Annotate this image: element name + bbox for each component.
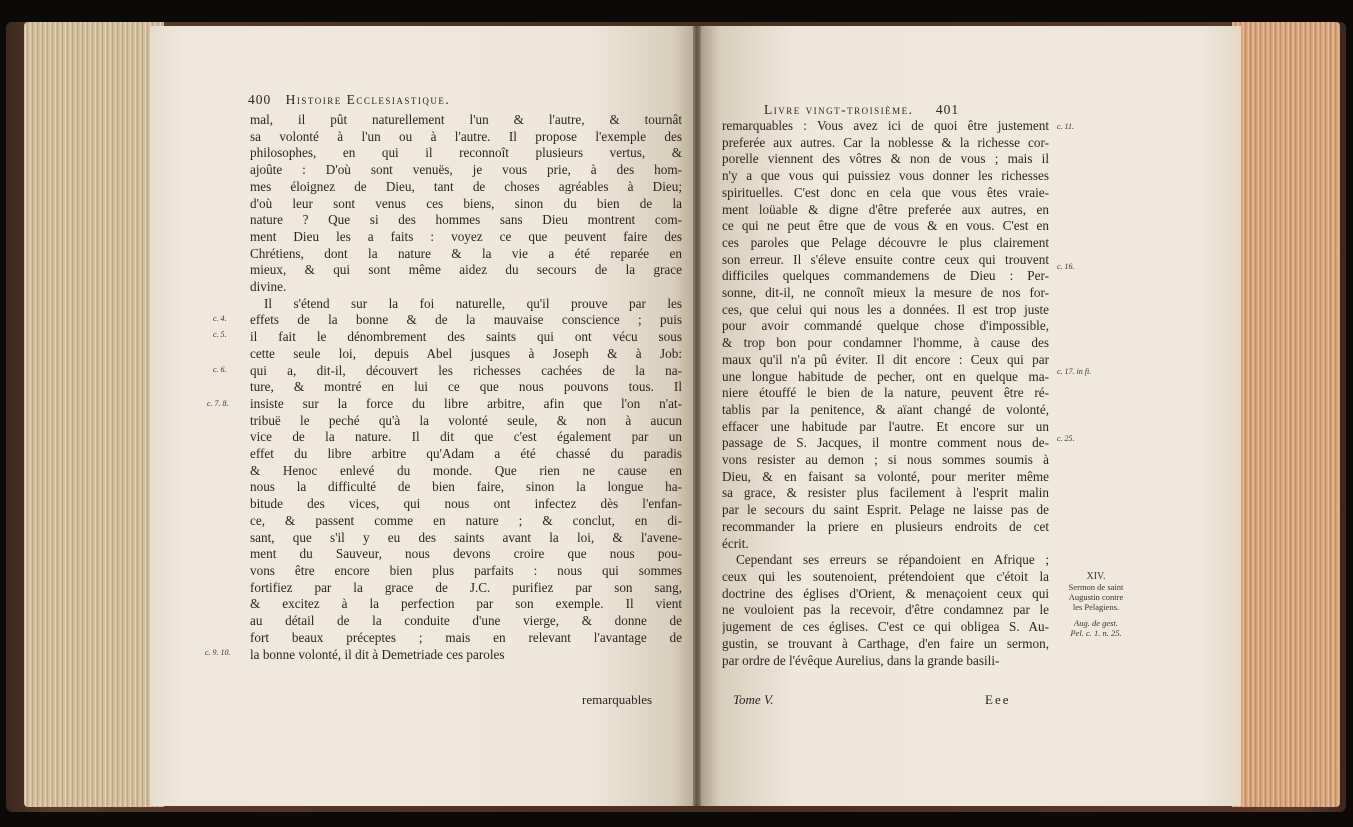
- text-line: pour avoir commandé quelque chose d'impossible,: [722, 318, 1049, 334]
- text-line: n'y a que vous qui puissiez vous donner les richesses: [722, 168, 1049, 184]
- text-line: qui a, dit-il, découvert les richesses cachées de la na-: [250, 362, 682, 378]
- text-line: mieux, & qui sont même aidez du secours de la grace: [250, 262, 682, 278]
- margin-note-left-1: c. 4.: [213, 314, 227, 323]
- text-line: vons resister au demon ; si nous sommes soumis à: [722, 452, 1049, 468]
- text-line: bitude des vices, qui nous ont infectez dès l'enfan-: [250, 496, 682, 512]
- text-line: sant, que s'il y eu des saints avant la loi, & l'avene-: [250, 529, 682, 545]
- text-line: effet du libre arbitre qu'Adam a été chassé du paradis: [250, 446, 682, 462]
- text-line: vice de la nature. Il dit que c'est également par un: [250, 429, 682, 445]
- text-line: par ordre de l'évêque Aurelius, dans la grande basili-: [722, 652, 1000, 668]
- margin-note-left-2: c. 5.: [213, 330, 227, 339]
- text-line: ture, & montré en lui ce que nous pouvons tous. Il: [250, 379, 682, 395]
- right-running-head: [764, 102, 959, 118]
- margin-note-right-1: c. 11.: [1057, 122, 1074, 131]
- right-running-title: Livre vingt-troisième.: [764, 102, 914, 117]
- text-line: Chrétiens, dont la nature & la vie a été reparée en: [250, 245, 682, 261]
- book-gutter: [693, 26, 701, 806]
- text-line: nous la difficulté de bien faire, sinon la longue ha-: [250, 479, 682, 495]
- left-running-head: [248, 92, 450, 108]
- text-line: ces paroles que Pelage découvre le plus clairement: [722, 234, 1049, 250]
- text-line: ment Dieu les a faits : voyez ce que peuvent faire des: [250, 228, 682, 244]
- margin-note-left-3: c. 6.: [213, 365, 227, 374]
- side-heading-number: XIV.: [1086, 571, 1106, 582]
- text-line: par le secours du saint Esprit. Pelage ne laisse pas de: [722, 502, 1049, 518]
- text-line: effacer une habitude par l'autre. Et encore sur un: [722, 418, 1049, 434]
- right-footer-tome: Tome V.: [733, 692, 774, 707]
- text-line: au détail de la conduite d'une vierge, & donne de: [250, 613, 682, 629]
- text-line: & Henoc enlevé du monde. Que rien ne cause en: [250, 462, 682, 478]
- text-line: spirituelles. C'est donc en cela que vous êtes vraie-: [722, 184, 1049, 200]
- text-line: tribuë le peché qu'à la volonté seule, & non à aucun: [250, 412, 682, 428]
- text-line: porelle viennent des vôtres & non de vous ; mais il: [722, 151, 1049, 167]
- right-signature-mark: Eee: [985, 692, 1011, 707]
- text-line: Il s'étend sur la foi naturelle, qu'il prouve par les: [264, 295, 682, 311]
- text-line: mes éloignez de Dieu, tant de choses agréables à Dieu;: [250, 178, 682, 194]
- text-line: ne vouloient pas la recevoir, d'être condamnez par le: [722, 602, 1049, 618]
- left-catchword: remarquables: [582, 692, 653, 707]
- left-page-number: 400: [248, 92, 272, 107]
- text-line: preferée aux autres. Car la noblesse & la richesse cor-: [722, 134, 1049, 150]
- text-line: ces, que celui qui nous les a données. Il est trop juste: [722, 301, 1049, 317]
- text-line: doctrine des églises d'Orient, & menaçoient ceux qui: [722, 585, 1049, 601]
- text-line: la bonne volonté, il dit à Demetriade ces paroles: [250, 646, 505, 662]
- text-line: sonne, dit-il, ne connoît mieux la mesure de nos for-: [722, 285, 1049, 301]
- text-line: nature ? Que si des hommes sans Dieu montrent com-: [250, 212, 682, 228]
- text-line: fort beaux préceptes ; mais en relevant l'avantage de: [250, 629, 682, 645]
- text-line: ceux qui les soutenoient, prétendoient que c'étoit la: [722, 568, 1049, 584]
- text-line: passage de S. Jacques, il montre comment nous de-: [722, 435, 1049, 451]
- margin-note-right-2: c. 16.: [1057, 262, 1075, 271]
- text-line: Cependant ses erreurs se répandoient en Afrique ;: [736, 552, 1049, 568]
- text-line: divine.: [250, 279, 287, 295]
- side-heading-line-2: Augustin contre: [1068, 592, 1124, 602]
- margin-note-right-4: c. 25.: [1057, 434, 1075, 443]
- text-line: ajoûte : D'où sont venuës, je vous prie, à des hom-: [250, 162, 682, 178]
- text-line: philosophes, en qui il reconnoît plusieurs vertus, &: [250, 145, 682, 161]
- side-heading-line-1: Sermon de saint: [1068, 582, 1124, 592]
- right-page-number: 401: [935, 102, 960, 117]
- margin-note-left-4: c. 7. 8.: [207, 399, 229, 408]
- text-line: gustin, se trouvant à Carthage, d'en faire un sermon,: [722, 635, 1049, 651]
- text-line: fortifiez par la grace de J.C. purifiez par son sang,: [250, 579, 682, 595]
- page-edges-left: [24, 22, 164, 807]
- text-line: niere étouffé le bien de la nature, peuvent être ré-: [722, 385, 1049, 401]
- text-line: tablis par la penitence, & aïant changé de volonté,: [722, 401, 1049, 417]
- text-line: cette seule loi, depuis Abel jusques à Joseph & à Job:: [250, 345, 682, 361]
- margin-note-right-3: c. 17. in fi.: [1057, 367, 1092, 376]
- text-line: difficiles quelques commandemens de Dieu : Per-: [722, 268, 1049, 284]
- page-edges-right: [1232, 22, 1340, 807]
- text-line: écrit.: [722, 535, 749, 551]
- text-line: il fait le dénombrement des saints qui ont vécu sous: [250, 329, 682, 345]
- text-line: Dieu, & en faisant sa volonté, pour meriter même: [722, 468, 1049, 484]
- side-heading-ref-1: Aug. de gest.: [1074, 618, 1118, 628]
- text-line: une longue habitude de pecher, ont en quelque ma-: [722, 368, 1049, 384]
- text-line: maux qu'il n'a pû éviter. Il dit encore : Ceux qui par: [722, 351, 1049, 367]
- text-line: ce qui ne peut être que de vous & en vous. C'est en: [722, 218, 1049, 234]
- text-line: sa grace, & resister plus facilement à l'esprit malin: [722, 485, 1049, 501]
- text-line: ment du Sauveur, nous devons croire que nous pou-: [250, 546, 682, 562]
- text-line: ce, & passent comme en nature ; & conclut, en di-: [250, 512, 682, 528]
- text-line: vons être encore bien plus parfaits : nous qui sommes: [250, 562, 682, 578]
- text-line: ment loüable & digne d'être preferée aux autres, en: [722, 201, 1049, 217]
- text-line: & trop bon pour condamner l'homme, à cause des: [722, 335, 1049, 351]
- left-running-title: Histoire Ecclesiastique.: [285, 92, 451, 107]
- text-line: & excitez à la perfection par son exemple. Il vient: [250, 596, 682, 612]
- text-line: jugement de ces églises. C'est ce qui obligea S. Au-: [722, 619, 1049, 635]
- text-line: son erreur. Il s'éleve ensuite contre ceux qui trouvent: [722, 251, 1049, 267]
- side-heading: [1062, 572, 1130, 638]
- left-body-text: [250, 112, 682, 663]
- text-line: mal, il pût naturellement l'un & l'autre, & tournât: [250, 112, 682, 127]
- text-line: effets de la bonne & de la mauvaise conscience ; puis: [250, 312, 682, 328]
- text-line: remarquables : Vous avez ici de quoi être justement: [722, 118, 1049, 133]
- margin-note-left-5: c. 9. 10.: [205, 648, 231, 657]
- right-body-text: [722, 118, 1049, 669]
- text-line: sa volonté à l'un ou à l'autre. Il propose l'exemple des: [250, 128, 682, 144]
- text-line: insiste sur la force du libre arbitre, afin que l'on n'at-: [250, 395, 682, 411]
- side-heading-line-3: les Pelagiens.: [1072, 602, 1120, 612]
- side-heading-ref-2: Pel. c. 1. n. 25.: [1070, 628, 1122, 638]
- text-line: recommander la priere en plusieurs endroits de cet: [722, 518, 1049, 534]
- text-line: d'où leur sont venus ces biens, sinon du bien de la: [250, 195, 682, 211]
